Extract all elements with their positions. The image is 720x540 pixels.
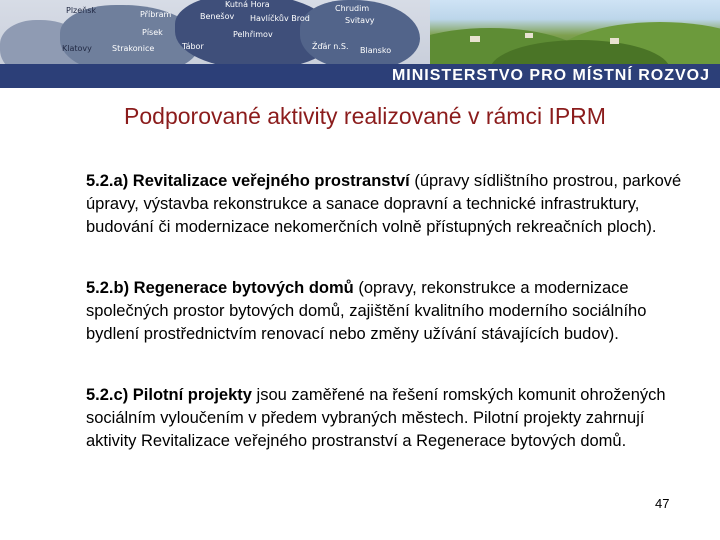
ministry-bar xyxy=(0,64,720,88)
photo-house xyxy=(525,33,533,38)
map-town-label: Chrudim xyxy=(335,4,370,13)
map-town-label: Benešov xyxy=(200,12,235,21)
map-town-label: Pelhřimov xyxy=(233,30,273,39)
activity-description: (úpravy sídlištního prostrou, parkové úpravy, výstavba rekonstrukce a sanace dopravní a technické infrastruktury, budování či modernizace nekomerčních volně přístupných rekreačních ploch). xyxy=(86,172,682,236)
landscape-photo xyxy=(430,0,720,64)
activity-heading: 5.2.c) Pilotní projekty xyxy=(86,386,252,404)
map-town-label: Strakonice xyxy=(112,44,155,53)
activity-heading: 5.2.b) Regenerace bytových domů xyxy=(86,279,354,297)
map-town-label: Plzeňsk xyxy=(66,6,97,15)
map-town-label: Písek xyxy=(142,28,163,37)
map-town-label: Žďár n.S. xyxy=(312,42,349,51)
activity-description: (opravy, rekonstrukce a modernizace společných prostor bytových domů, zajištění kvalitního moderního sociálního bydlení prostřednictvím renovací nebo změny užívání stávajících budov). xyxy=(86,279,647,343)
activity-heading: 5.2.a) Revitalizace veřejného prostranství xyxy=(86,172,410,190)
map-town-label: Svitavy xyxy=(345,16,375,25)
activity-item xyxy=(86,277,696,346)
map-town-label: Blansko xyxy=(360,46,392,55)
map-town-label: Havlíčkův Brod xyxy=(250,14,310,23)
page-number: 47 xyxy=(655,496,670,511)
activity-item xyxy=(86,170,696,239)
ministry-name: MINISTERSTVO PRO MÍSTNÍ ROZVOJ xyxy=(391,67,710,84)
header-banner xyxy=(0,0,720,88)
photo-house xyxy=(610,38,619,44)
activity-description: jsou zaměřené na řešení romských komunit ohrožených sociálním vyloučením v předem vybraných městech. Pilotní projekty zahrnují aktivity Revitalizace veřejného prostranství a Regenerace bytových domů. xyxy=(86,386,666,450)
map-town-label: Klatovy xyxy=(62,44,92,53)
region-map-image xyxy=(0,0,430,64)
photo-house xyxy=(470,36,480,42)
map-town-label: Tábor xyxy=(182,42,204,51)
activity-item xyxy=(86,384,696,453)
map-town-label: Kutná Hora xyxy=(225,0,270,9)
slide-title: Podporované aktivity realizované v rámci IPRM xyxy=(124,103,606,129)
map-town-label: Příbram xyxy=(140,10,172,19)
